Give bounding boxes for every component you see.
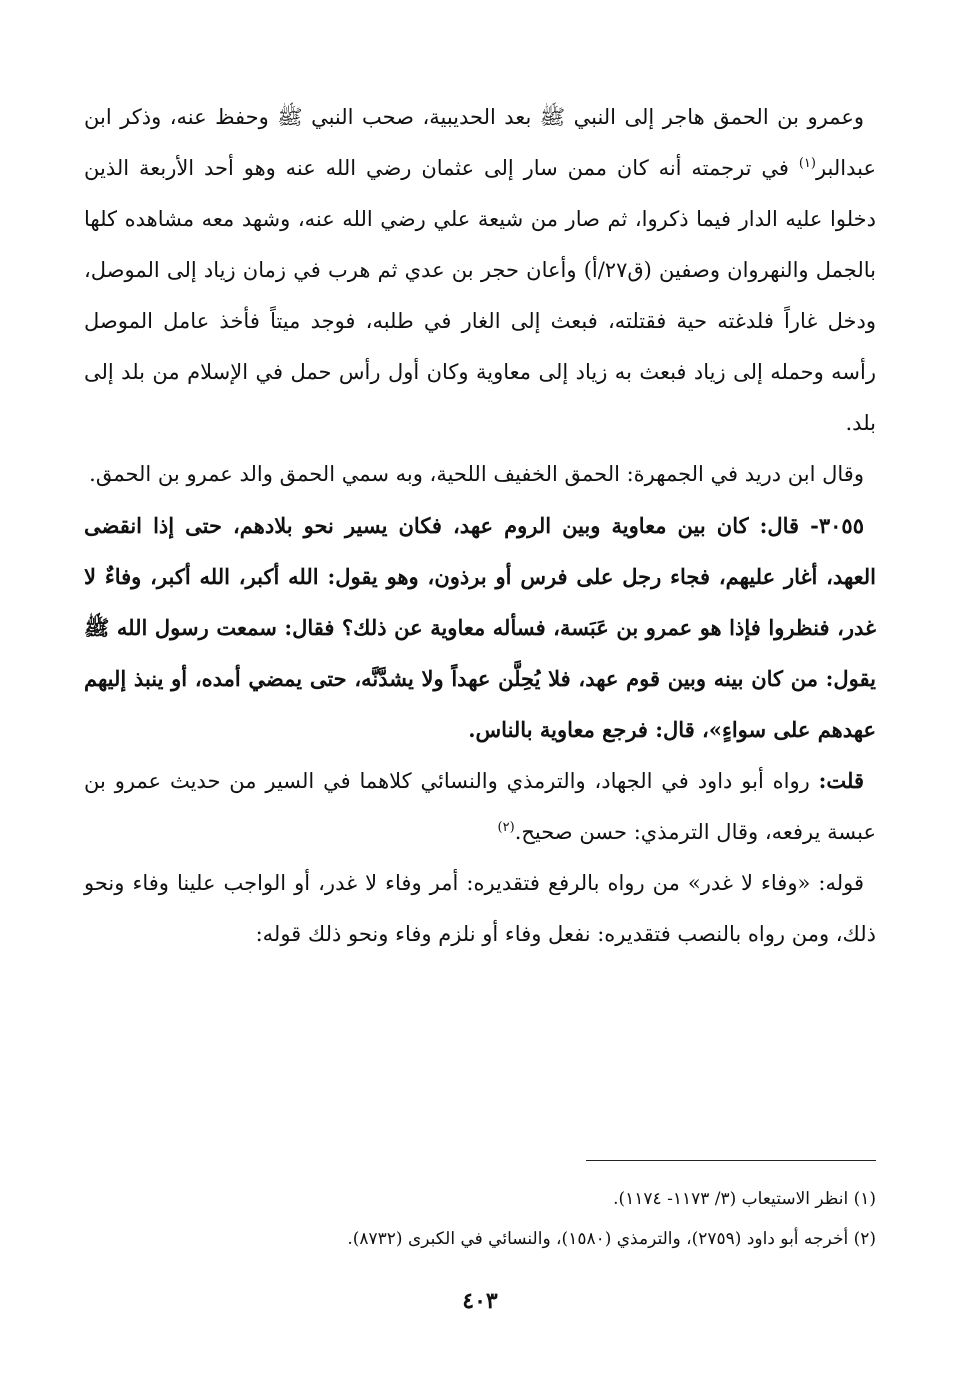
paragraph-text-cont: في ترجمته أنه كان ممن سار إلى عثمان رضي الله عنه وهو أحد الأربعة الذين دخلوا عليه الدار فيما ذكروا، ثم صار من شيعة علي رضي الله عنه، وشهد معه مشاهده كلها بالجمل والنهروان وصفين (ق٢٧/أ) وأعان حجر بن عدي ثم هرب في زمان زياد إلى الموصل، ودخل غاراً فلدغته حية فقتلته، فبعث إلى الغار في طلبه، فوجد ميتاً فأخذ عامل الموصل رأسه وحمله إلى زياد فبعث به زياد إلى معاوية وكان أول رأس حمل في الإسلام من بلد إلى بلد. — [84, 156, 876, 435]
paragraph-ibn-durayd: وقال ابن دريد في الجمهرة: الحمق الخفيف اللحية، وبه سمي الحمق والد عمرو بن الحمق. — [89, 462, 864, 486]
footnotes — [84, 1184, 876, 1264]
paragraph-text: وعمرو بن الحمق هاجر إلى النبي ﷺ بعد الحديبية، صحب النبي ﷺ وحفظ عنه، وذكر ابن عبدالبر — [84, 105, 876, 180]
paragraph-amr-bin-al-hamiq — [84, 92, 876, 449]
page-number: ٤٠٣ — [462, 1288, 498, 1314]
hadith-3055: ٣٠٥٥- قال: كان بين معاوية وبين الروم عهد، فكان يسير نحو بلادهم، حتى إذا انقضى العهد، أغار عليهم، فجاء رجل على فرس أو برذون، وهو يقول: الله أكبر، الله أكبر، وفاءٌ لا غدر، فنظروا فإذا هو عمرو بن عَبَسة، فسأله معاوية عن ذلك؟ فقال: سمعت رسول الله ﷺ يقول: من كان بينه وبين قوم عهد، فلا يُحِلَّن عهداً ولا يشدَّنَّه، حتى يمضي أمده، أو ينبذ إليهم عهدهم على سواءٍ»، قال: فرجع معاوية بالناس. — [84, 513, 876, 742]
footnote-1: (١) انظر الاستيعاب (٣/ ١١٧٣- ١١٧٤). — [613, 1189, 876, 1209]
footnote-ref-1: (١) — [798, 156, 816, 171]
paragraph-qawluhu: قوله: «وفاء لا غدر» من رواه بالرفع فتقديره: أمر وفاء لا غدر، أو الواجب علينا وفاء ونحو ذلك، ومن رواه بالنصب فتقديره: نفعل وفاء أو نلزم وفاء ونحو ذلك قوله: — [84, 871, 876, 946]
qultu-label: قلت: — [818, 768, 864, 793]
footnote-ref-2: (٢) — [497, 820, 515, 835]
footnote-divider — [586, 1160, 876, 1161]
paragraph-qultu — [84, 755, 876, 858]
footnote-2: (٢) أخرجه أبو داود (٢٧٥٩)، والترمذي (١٥٨٠)، والنسائي في الكبرى (٨٧٣٢). — [347, 1229, 876, 1249]
paragraph-text: رواه أبو داود في الجهاد، والترمذي والنسائي كلاهما في السير من حديث عمرو بن عبسة يرفعه، وقال الترمذي: حسن صحيح. — [84, 769, 876, 844]
main-text — [84, 92, 876, 960]
